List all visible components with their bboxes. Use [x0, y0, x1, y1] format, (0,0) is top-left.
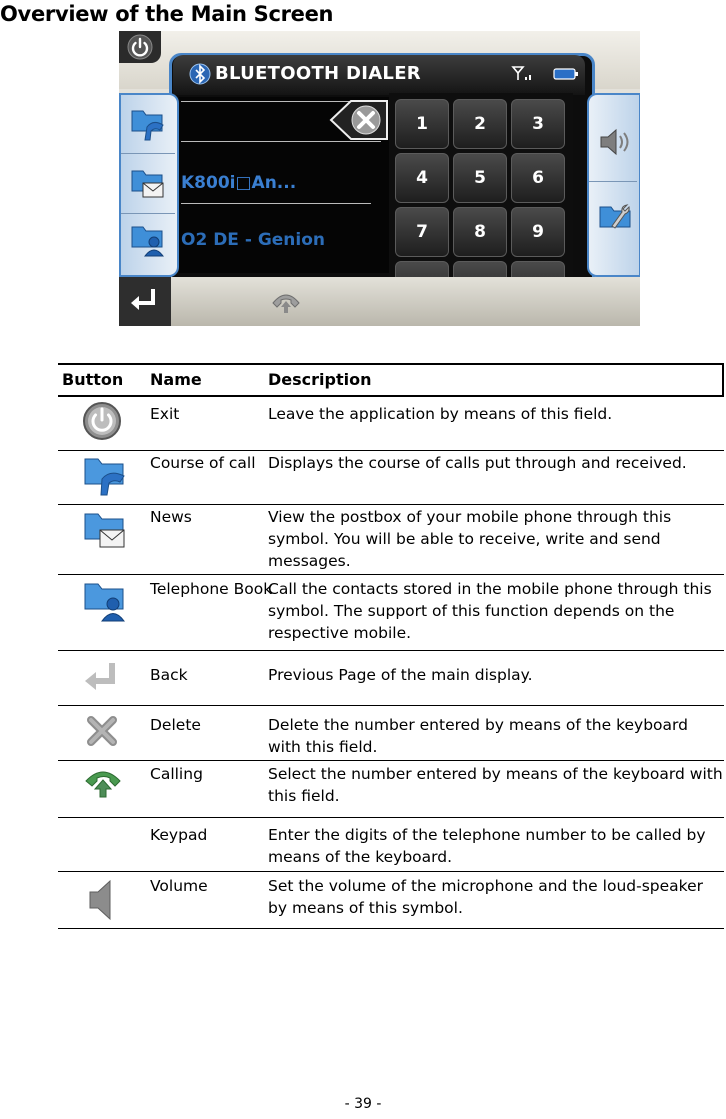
row-name: Keypad	[150, 826, 208, 844]
battery-icon	[553, 68, 579, 80]
table-row	[58, 397, 724, 451]
key-8[interactable]: 8	[453, 207, 507, 257]
phonebook-icon	[82, 578, 128, 624]
row-description: Previous Page of the main display.	[268, 666, 533, 684]
row-description: Call the contacts stored in the mobile phone through this symbol. The support of this function depends on the respective mobile.	[268, 580, 712, 642]
row-name: Volume	[150, 877, 208, 895]
key-4[interactable]: 4	[395, 153, 449, 203]
row-description: View the postbox of your mobile phone through this symbol. You will be able to receive, write and send messages.	[268, 508, 672, 570]
row-description: Displays the course of calls put through and received.	[268, 454, 687, 472]
table-row	[58, 761, 724, 818]
clear-button[interactable]	[329, 97, 389, 143]
volume-icon[interactable]	[597, 127, 633, 157]
row-name: Telephone Book	[150, 580, 273, 598]
header-description: Description	[268, 370, 372, 389]
key-3[interactable]: 3	[511, 99, 565, 149]
button-table	[58, 363, 724, 929]
contact-entry[interactable]: K800i□An...	[181, 173, 297, 193]
call-button[interactable]	[269, 285, 303, 319]
table-row	[58, 872, 724, 929]
header-name: Name	[150, 370, 202, 389]
table-header	[58, 363, 724, 397]
clear-x-icon	[329, 97, 389, 143]
power-icon	[127, 34, 153, 60]
row-description: Set the volume of the microphone and the loud-speaker by means of this symbol.	[268, 877, 703, 917]
row-description: Delete the number entered by means of the keyboard with this field.	[268, 716, 688, 756]
row-description: Leave the application by means of this field.	[268, 405, 613, 423]
key-5[interactable]: 5	[453, 153, 507, 203]
handset-icon	[269, 285, 303, 315]
call-log-icon	[82, 453, 128, 499]
power-icon	[82, 401, 122, 441]
row-name: Calling	[150, 765, 203, 783]
row-name: Delete	[150, 716, 201, 734]
table-row	[58, 451, 724, 505]
key-1[interactable]: 1	[395, 99, 449, 149]
row-name: News	[150, 508, 192, 526]
speaker-icon	[86, 878, 116, 922]
app-title: BLUETOOTH DIALER	[215, 63, 421, 84]
page-number: - 39 -	[344, 1096, 382, 1112]
key-9[interactable]: 9	[511, 207, 565, 257]
settings-icon[interactable]	[597, 201, 633, 237]
bottom-bar	[119, 277, 640, 326]
row-description: Select the number entered by means of the keyboard with this field.	[268, 765, 723, 805]
network-entry: O2 DE - Genion	[181, 230, 326, 250]
table-row	[58, 505, 724, 575]
exit-button[interactable]	[119, 31, 161, 63]
delete-x-icon	[82, 711, 122, 751]
key-6[interactable]: 6	[511, 153, 565, 203]
right-sidebar	[587, 93, 640, 277]
back-arrow-icon	[119, 277, 171, 326]
handset-icon	[82, 763, 124, 803]
row-name: Course of call	[150, 454, 256, 472]
messages-icon	[82, 508, 128, 554]
back-button[interactable]	[119, 277, 171, 326]
table-row	[58, 818, 724, 872]
phonebook-icon[interactable]	[129, 221, 167, 259]
row-name: Exit	[150, 405, 180, 423]
key-2[interactable]: 2	[453, 99, 507, 149]
signal-icon	[511, 65, 533, 81]
messages-icon[interactable]	[129, 165, 167, 203]
header-button: Button	[62, 370, 124, 389]
back-arrow-icon	[82, 659, 124, 697]
dialer-screenshot	[119, 31, 640, 326]
row-name: Back	[150, 666, 188, 684]
key-7[interactable]: 7	[395, 207, 449, 257]
page-heading: Overview of the Main Screen	[0, 2, 334, 26]
table-row	[58, 575, 724, 651]
row-description: Enter the digits of the telephone number to be called by means of the keyboard.	[268, 826, 706, 866]
call-log-icon[interactable]	[129, 105, 167, 143]
table-row	[58, 706, 724, 761]
bluetooth-icon	[189, 63, 211, 85]
table-row	[58, 651, 724, 706]
